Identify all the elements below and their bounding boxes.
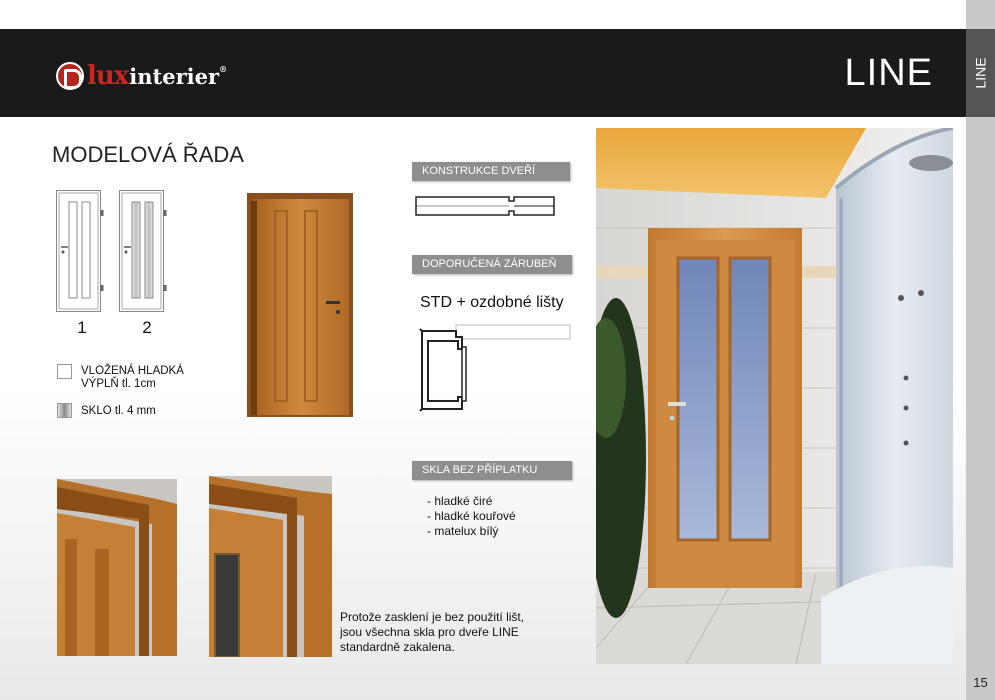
door-cross-section	[414, 193, 556, 219]
construction-label: KONSTRUKCE DVEŘÍ	[412, 162, 570, 181]
list-item: - matelux bílý	[427, 524, 499, 538]
door-sketch-1	[56, 190, 104, 312]
logo-emblem-icon	[56, 62, 84, 90]
legend-swatch-panel	[57, 364, 72, 379]
frame-type: STD + ozdobné lišty	[420, 294, 564, 311]
variant-number-1: 1	[77, 318, 87, 337]
legend-swatch-glass	[57, 403, 72, 418]
glass-note: Protože zasklení je bez použití lišt, jsou všechna skla pro dveře LINE standardně zakalena.	[340, 610, 525, 654]
list-item: - hladké čiré	[427, 494, 493, 508]
frame-corner-photo-1	[57, 479, 177, 656]
model-series-heading: MODELOVÁ ŘADA	[52, 142, 244, 167]
list-item: - hladké kouřové	[427, 509, 516, 523]
bathroom-photo	[596, 128, 953, 664]
legend-glass-text: SKLO tl. 4 mm	[81, 405, 156, 417]
page-number: 15	[973, 675, 988, 690]
page-title: LINE	[844, 52, 933, 94]
frame-corner-photo-2	[209, 476, 332, 657]
variant-number-2: 2	[142, 318, 152, 337]
glass-label: SKLA BEZ PŘÍPLATKU	[412, 461, 572, 480]
glass-list	[427, 494, 516, 539]
door-photo	[247, 193, 353, 417]
logo-lux: lux	[87, 61, 129, 91]
frame-cross-section	[418, 321, 574, 413]
brand-logo	[56, 58, 227, 94]
legend-panel-text: VLOŽENÁ HLADKÁ VÝPLŇ tl. 1cm	[81, 365, 184, 390]
logo-interier: interier®	[129, 63, 228, 89]
door-sketch-2	[119, 190, 167, 312]
frame-label: DOPORUČENÁ ZÁRUBEŇ	[412, 255, 572, 274]
side-label: LINE	[972, 57, 989, 89]
